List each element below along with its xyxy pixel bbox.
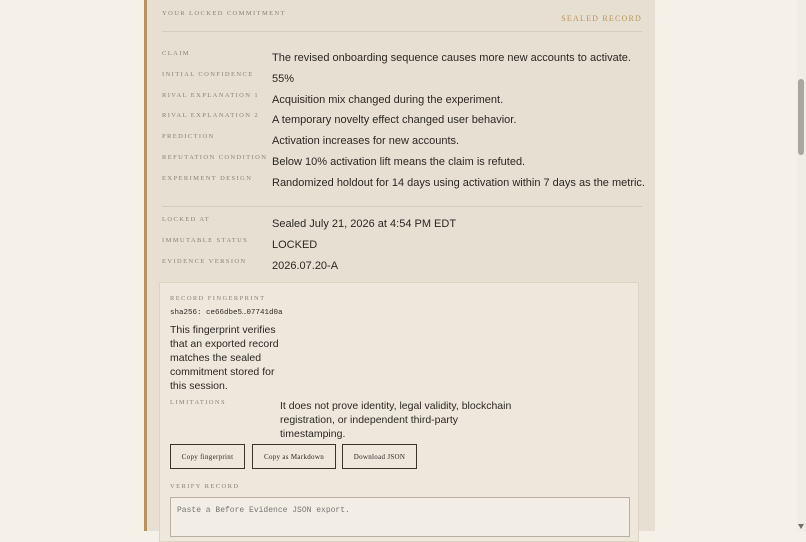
field-label: CLAIM [162,50,190,57]
fingerprint-panel [159,282,639,542]
sealed-record-badge: SEALED RECORD [561,14,642,23]
field-label: PREDICTION [162,133,215,140]
field-value: Activation increases for new accounts. [272,135,460,147]
field-value: LOCKED [272,239,318,251]
field-label: EXPERIMENT DESIGN [162,175,253,182]
field-value: Sealed July 21, 2026 at 4:54 PM EDT [272,218,457,230]
scroll-down-arrow-icon[interactable] [798,524,804,529]
copy-fingerprint-button[interactable]: Copy fingerprint [170,444,245,469]
field-evidence-version [162,256,642,276]
field-label: INITIAL CONFIDENCE [162,71,254,78]
field-rival-explanation-1 [162,90,642,110]
field-value: A temporary novelty effect changed user behavior. [272,114,517,126]
field-value: 2026.07.20-A [272,260,339,272]
field-claim [162,48,642,68]
field-value: Below 10% activation lift means the claim is refuted. [272,156,526,168]
card-label: YOUR LOCKED COMMITMENT [162,10,286,17]
download-json-button[interactable]: Download JSON [342,444,417,469]
scrollbar[interactable] [797,0,806,531]
limitations-text: It does not prove identity, legal validity, blockchain registration, or independent third-party timestamping. [280,400,512,440]
fingerprint-hash: sha256: ce66dbe5…07741d0a [170,309,283,317]
fingerprint-label: RECORD FINGERPRINT [170,295,266,302]
field-label: IMMUTABLE STATUS [162,237,249,244]
field-experiment-design [162,173,645,193]
divider [162,31,642,32]
field-label: EVIDENCE VERSION [162,258,247,265]
field-value: The revised onboarding sequence causes more new accounts to activate. [272,52,631,64]
verify-record-input[interactable] [170,497,630,537]
field-value: 55% [272,73,295,85]
verify-record-label: VERIFY RECORD [170,483,240,490]
scrollbar-thumb[interactable] [798,79,804,155]
fingerprint-description: This fingerprint verifies that an exported record matches the sealed commitment stored for this session. [170,324,279,392]
field-label: LOCKED AT [162,216,211,223]
field-refutation-condition [162,152,642,172]
field-label: RIVAL EXPLANATION 2 [162,112,260,119]
field-initial-confidence [162,69,642,89]
field-prediction [162,131,642,151]
field-locked-at [162,214,642,234]
field-immutable-status [162,235,642,255]
field-label: REFUTATION CONDITION [162,154,268,161]
limitations-label: LIMITATIONS [170,399,227,406]
field-rival-explanation-2 [162,110,642,130]
divider [162,206,642,207]
field-value: Randomized holdout for 14 days using activation within 7 days as the metric. [272,177,645,189]
copy-markdown-button[interactable]: Copy as Markdown [252,444,336,469]
field-value: Acquisition mix changed during the experiment. [272,94,504,106]
field-label: RIVAL EXPLANATION 1 [162,92,260,99]
